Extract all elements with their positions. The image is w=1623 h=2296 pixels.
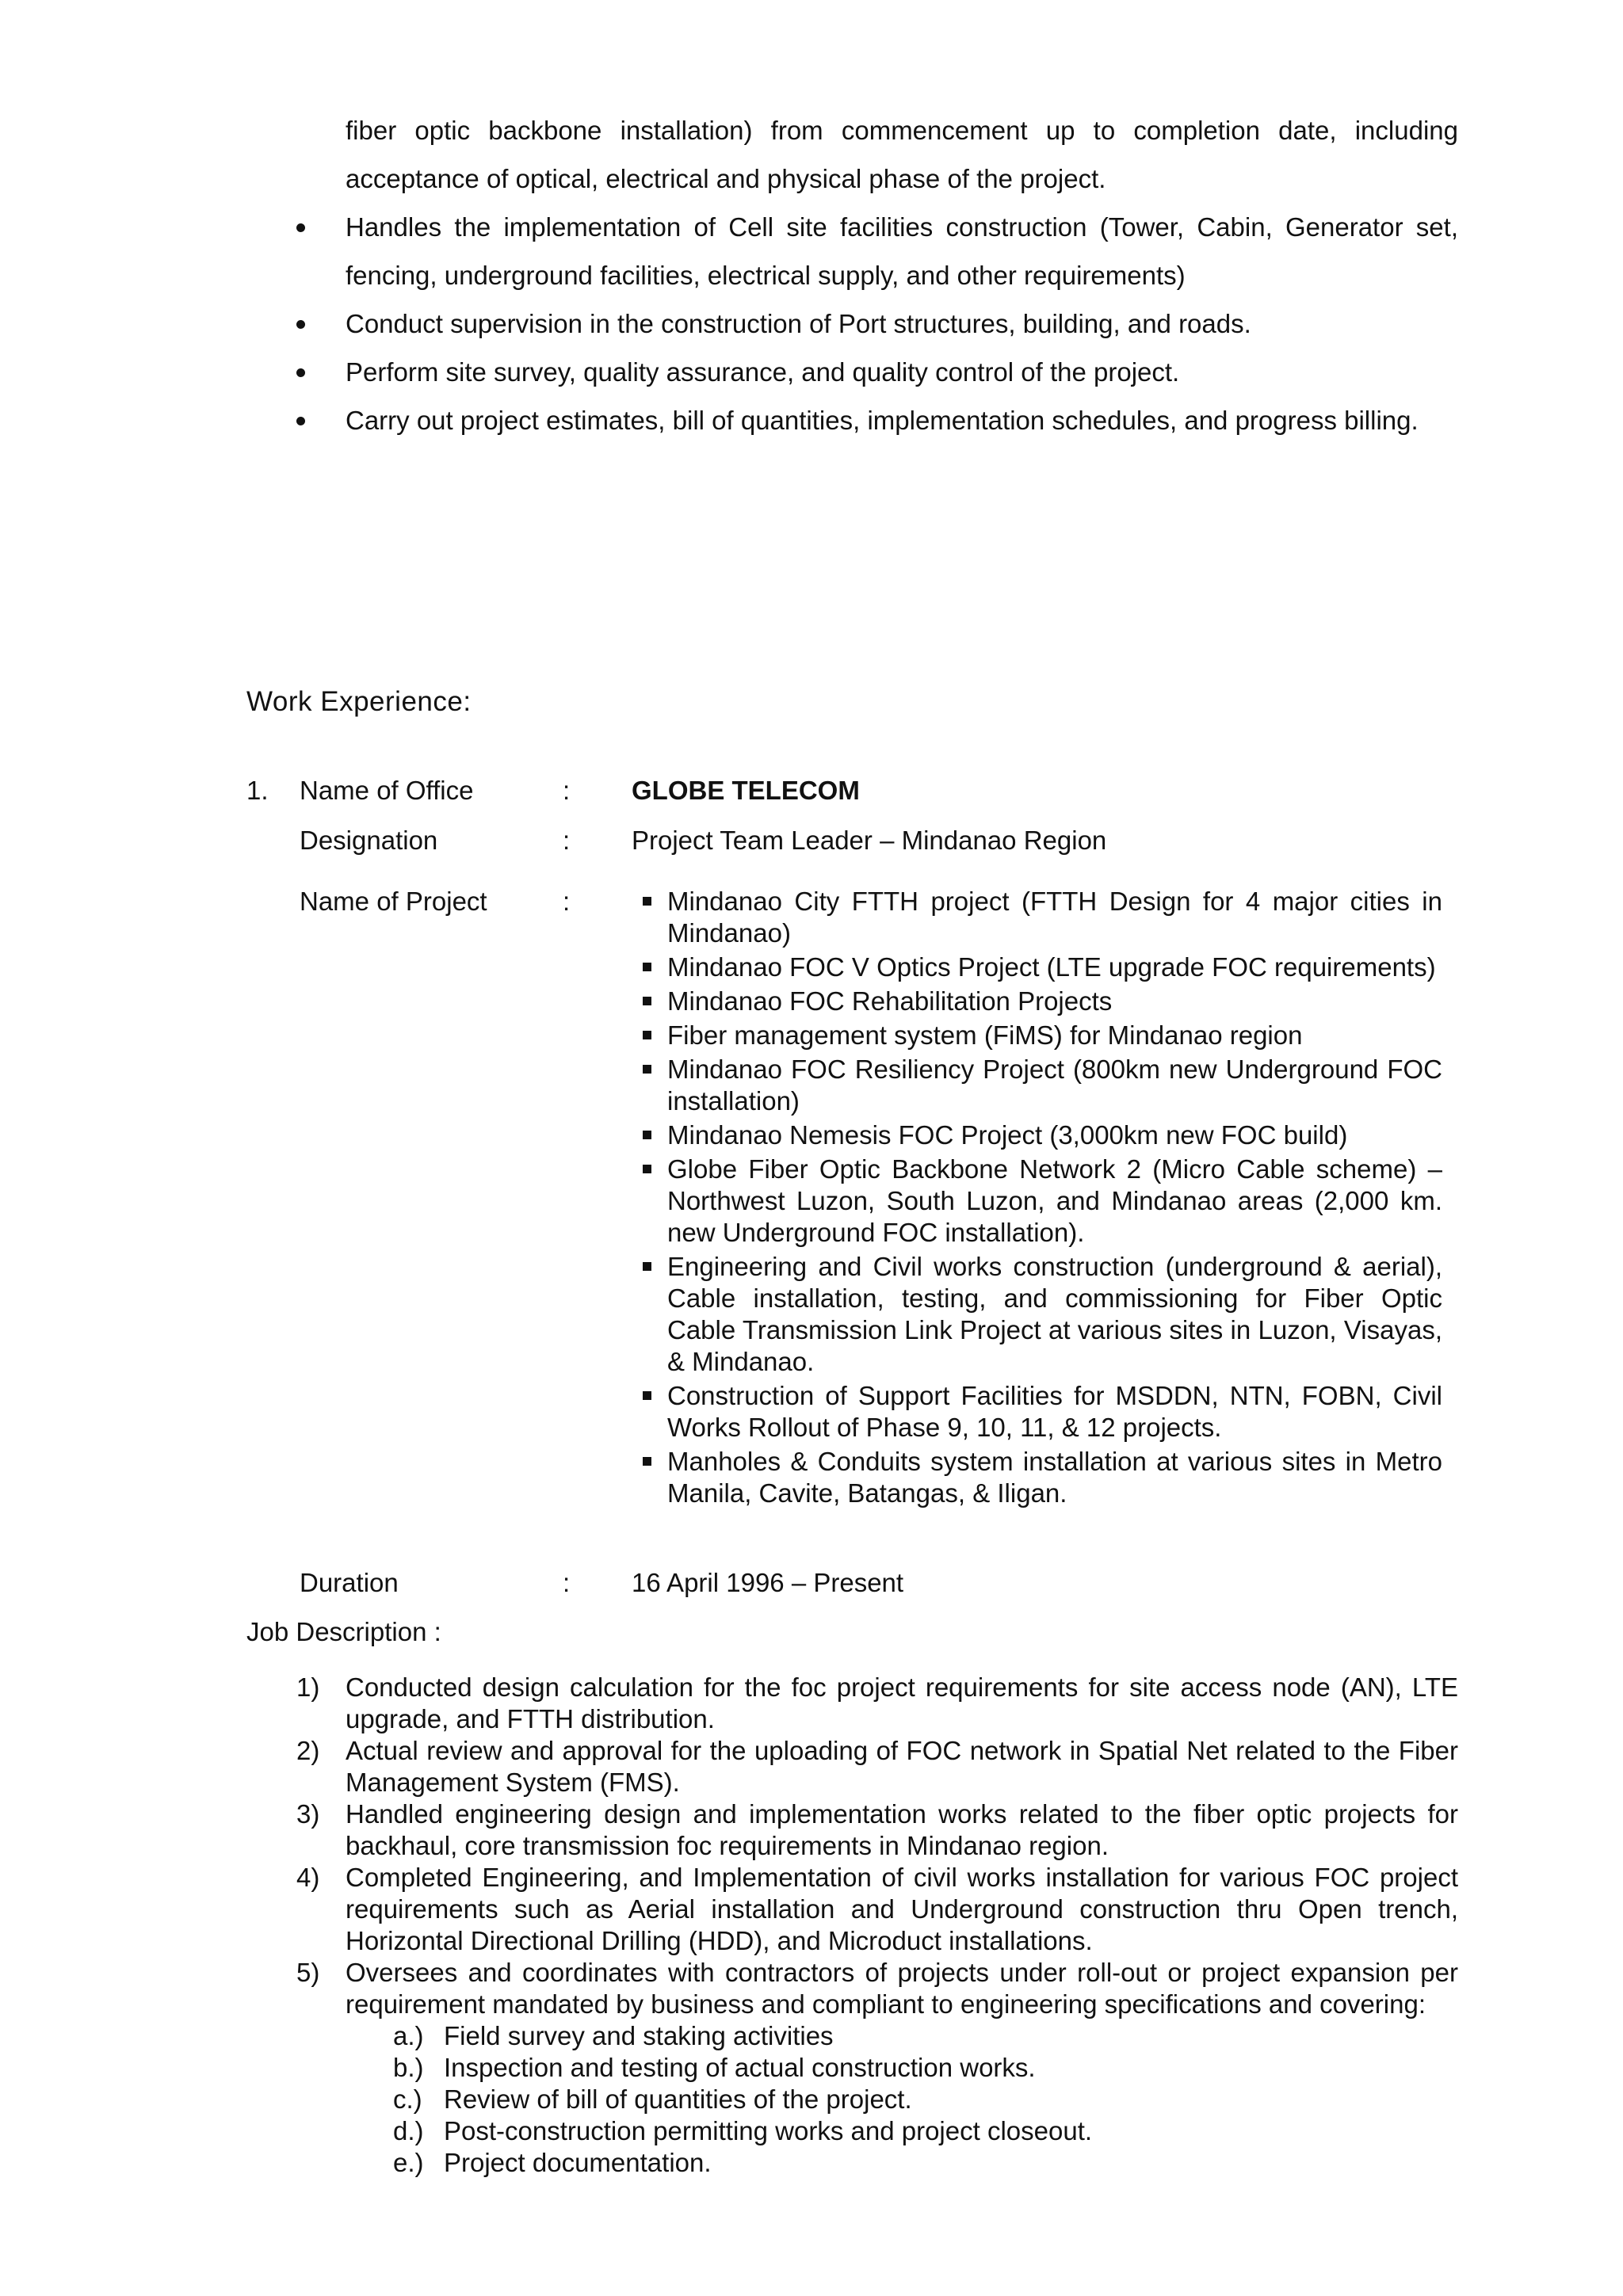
colon: : bbox=[563, 887, 571, 916]
job-description-list bbox=[295, 1672, 1458, 2179]
item-number: 2) bbox=[296, 1736, 320, 1765]
list-item bbox=[640, 986, 1442, 1017]
job-description-label: Job Description : bbox=[246, 1617, 441, 1646]
sub-list-item bbox=[393, 2115, 1458, 2147]
square-bullet-icon bbox=[643, 1031, 651, 1039]
project-list bbox=[640, 886, 1442, 1512]
item-number: 1) bbox=[296, 1672, 320, 1702]
list-item bbox=[295, 203, 1458, 299]
bullet-icon bbox=[296, 320, 305, 329]
item-text: Actual review and approval for the uploading of FOC network in Spatial Net related to the Fiber Management System (FMS). bbox=[346, 1736, 1458, 1797]
designation-value: Project Team Leader – Mindanao Region bbox=[632, 826, 1107, 855]
item-text: Completed Engineering, and Implementation of civil works installation for various FOC project requirements such as Aerial installation and Underground construction thru Open trench, Horizontal Directional Drilling (HDD), and Microduct installations. bbox=[346, 1863, 1458, 1955]
office-label: Name of Office bbox=[300, 776, 474, 805]
responsibilities-list bbox=[295, 203, 1458, 444]
bullet-text: Carry out project estimates, bill of quantities, implementation schedules, and progress billing. bbox=[346, 406, 1419, 435]
colon: : bbox=[563, 1568, 571, 1597]
project-text: Fiber management system (FiMS) for Mindanao region bbox=[667, 1020, 1303, 1050]
colon: : bbox=[563, 826, 571, 855]
project-label: Name of Project bbox=[300, 887, 487, 916]
project-text: Mindanao FOC V Optics Project (LTE upgrade FOC requirements) bbox=[667, 952, 1436, 982]
list-item bbox=[295, 1735, 1458, 1798]
item-number: 4) bbox=[296, 1863, 320, 1892]
square-bullet-icon bbox=[643, 897, 651, 906]
list-item bbox=[640, 952, 1442, 983]
list-item bbox=[295, 1798, 1458, 1862]
bullet-icon bbox=[296, 223, 305, 232]
continuation-paragraph: fiber optic backbone installation) from commencement up to completion date, including acceptance of optical, electrical and physical phase of the project. bbox=[346, 116, 1458, 193]
list-item bbox=[640, 1380, 1442, 1444]
list-item bbox=[640, 1446, 1442, 1509]
entry-number: 1. bbox=[246, 776, 269, 805]
list-item bbox=[295, 1957, 1458, 2179]
sub-item-letter: c.) bbox=[393, 2084, 422, 2114]
sub-item-text: Post-construction permitting works and project closeout. bbox=[444, 2116, 1093, 2145]
sub-item-letter: e.) bbox=[393, 2148, 424, 2177]
square-bullet-icon bbox=[643, 1262, 651, 1271]
item-number: 3) bbox=[296, 1799, 320, 1829]
sub-list-item bbox=[393, 2147, 1458, 2179]
square-bullet-icon bbox=[643, 1391, 651, 1400]
square-bullet-icon bbox=[643, 1457, 651, 1466]
item-number: 5) bbox=[296, 1958, 320, 1987]
list-item bbox=[640, 1251, 1442, 1378]
item-text: Oversees and coordinates with contractors of projects under roll-out or project expansion per requirement mandated by business and compliant to engineering specifications and covering: bbox=[346, 1958, 1458, 2019]
sub-item-letter: d.) bbox=[393, 2116, 424, 2145]
list-item bbox=[640, 886, 1442, 949]
bullet-text: Handles the implementation of Cell site facilities construction (Tower, Cabin, Generator set, fencing, underground facilities, electrical supply, and other requirements) bbox=[346, 212, 1458, 290]
bullet-icon bbox=[296, 368, 305, 377]
duration-label: Duration bbox=[300, 1568, 399, 1597]
square-bullet-icon bbox=[643, 1065, 651, 1074]
project-text: Mindanao FOC Resiliency Project (800km new Underground FOC installation) bbox=[667, 1055, 1442, 1116]
sub-item-text: Review of bill of quantities of the project. bbox=[444, 2084, 912, 2114]
list-item bbox=[295, 299, 1458, 348]
sub-list-item bbox=[393, 2020, 1458, 2052]
list-item bbox=[640, 1154, 1442, 1249]
office-value: GLOBE TELECOM bbox=[632, 776, 860, 805]
work-experience-heading: Work Experience: bbox=[246, 686, 472, 717]
duration-value: 16 April 1996 – Present bbox=[632, 1568, 904, 1597]
bullet-text: Conduct supervision in the construction of Port structures, building, and roads. bbox=[346, 309, 1251, 338]
list-item bbox=[295, 348, 1458, 396]
sub-item-letter: b.) bbox=[393, 2053, 424, 2082]
sub-item-text: Project documentation. bbox=[444, 2148, 712, 2177]
project-text: Engineering and Civil works construction (underground & aerial), Cable installation, testing, and commissioning for Fiber Optic Cable Transmission Link Project at various sites in Luzon, Visayas, & Mindanao. bbox=[667, 1252, 1442, 1376]
responsibilities-section bbox=[295, 106, 1458, 444]
sub-item-text: Inspection and testing of actual construction works. bbox=[444, 2053, 1036, 2082]
bullet-text: Perform site survey, quality assurance, and quality control of the project. bbox=[346, 357, 1180, 387]
list-item bbox=[640, 1020, 1442, 1051]
list-item bbox=[640, 1119, 1442, 1151]
project-text: Mindanao City FTTH project (FTTH Design for 4 major cities in Mindanao) bbox=[667, 887, 1442, 948]
square-bullet-icon bbox=[643, 1165, 651, 1173]
colon: : bbox=[563, 776, 571, 805]
list-item bbox=[640, 1054, 1442, 1117]
designation-label: Designation bbox=[300, 826, 438, 855]
project-text: Globe Fiber Optic Backbone Network 2 (Micro Cable scheme) – Northwest Luzon, South Luzon, and Mindanao areas (2,000 km. new Underground FOC installation). bbox=[667, 1154, 1442, 1247]
list-item bbox=[295, 396, 1458, 444]
project-text: Manholes & Conduits system installation at various sites in Metro Manila, Cavite, Batangas, & Iligan. bbox=[667, 1447, 1442, 1508]
sub-item-letter: a.) bbox=[393, 2021, 424, 2050]
sub-list bbox=[346, 2020, 1458, 2179]
item-text: Handled engineering design and implementation works related to the fiber optic projects for backhaul, core transmission foc requirements in Mindanao region. bbox=[346, 1799, 1458, 1860]
sub-list-item bbox=[393, 2084, 1458, 2115]
project-text: Mindanao Nemesis FOC Project (3,000km new FOC build) bbox=[667, 1120, 1348, 1150]
sub-list-item bbox=[393, 2052, 1458, 2084]
item-text: Conducted design calculation for the foc project requirements for site access node (AN), LTE upgrade, and FTTH distribution. bbox=[346, 1672, 1458, 1733]
list-item bbox=[295, 1672, 1458, 1735]
project-text: Construction of Support Facilities for MSDDN, NTN, FOBN, Civil Works Rollout of Phase 9, 10, 11, & 12 projects. bbox=[667, 1381, 1442, 1442]
project-text: Mindanao FOC Rehabilitation Projects bbox=[667, 986, 1113, 1016]
bullet-icon bbox=[296, 417, 305, 425]
square-bullet-icon bbox=[643, 1131, 651, 1139]
square-bullet-icon bbox=[643, 997, 651, 1005]
sub-item-text: Field survey and staking activities bbox=[444, 2021, 834, 2050]
square-bullet-icon bbox=[643, 963, 651, 971]
list-item bbox=[295, 1862, 1458, 1957]
